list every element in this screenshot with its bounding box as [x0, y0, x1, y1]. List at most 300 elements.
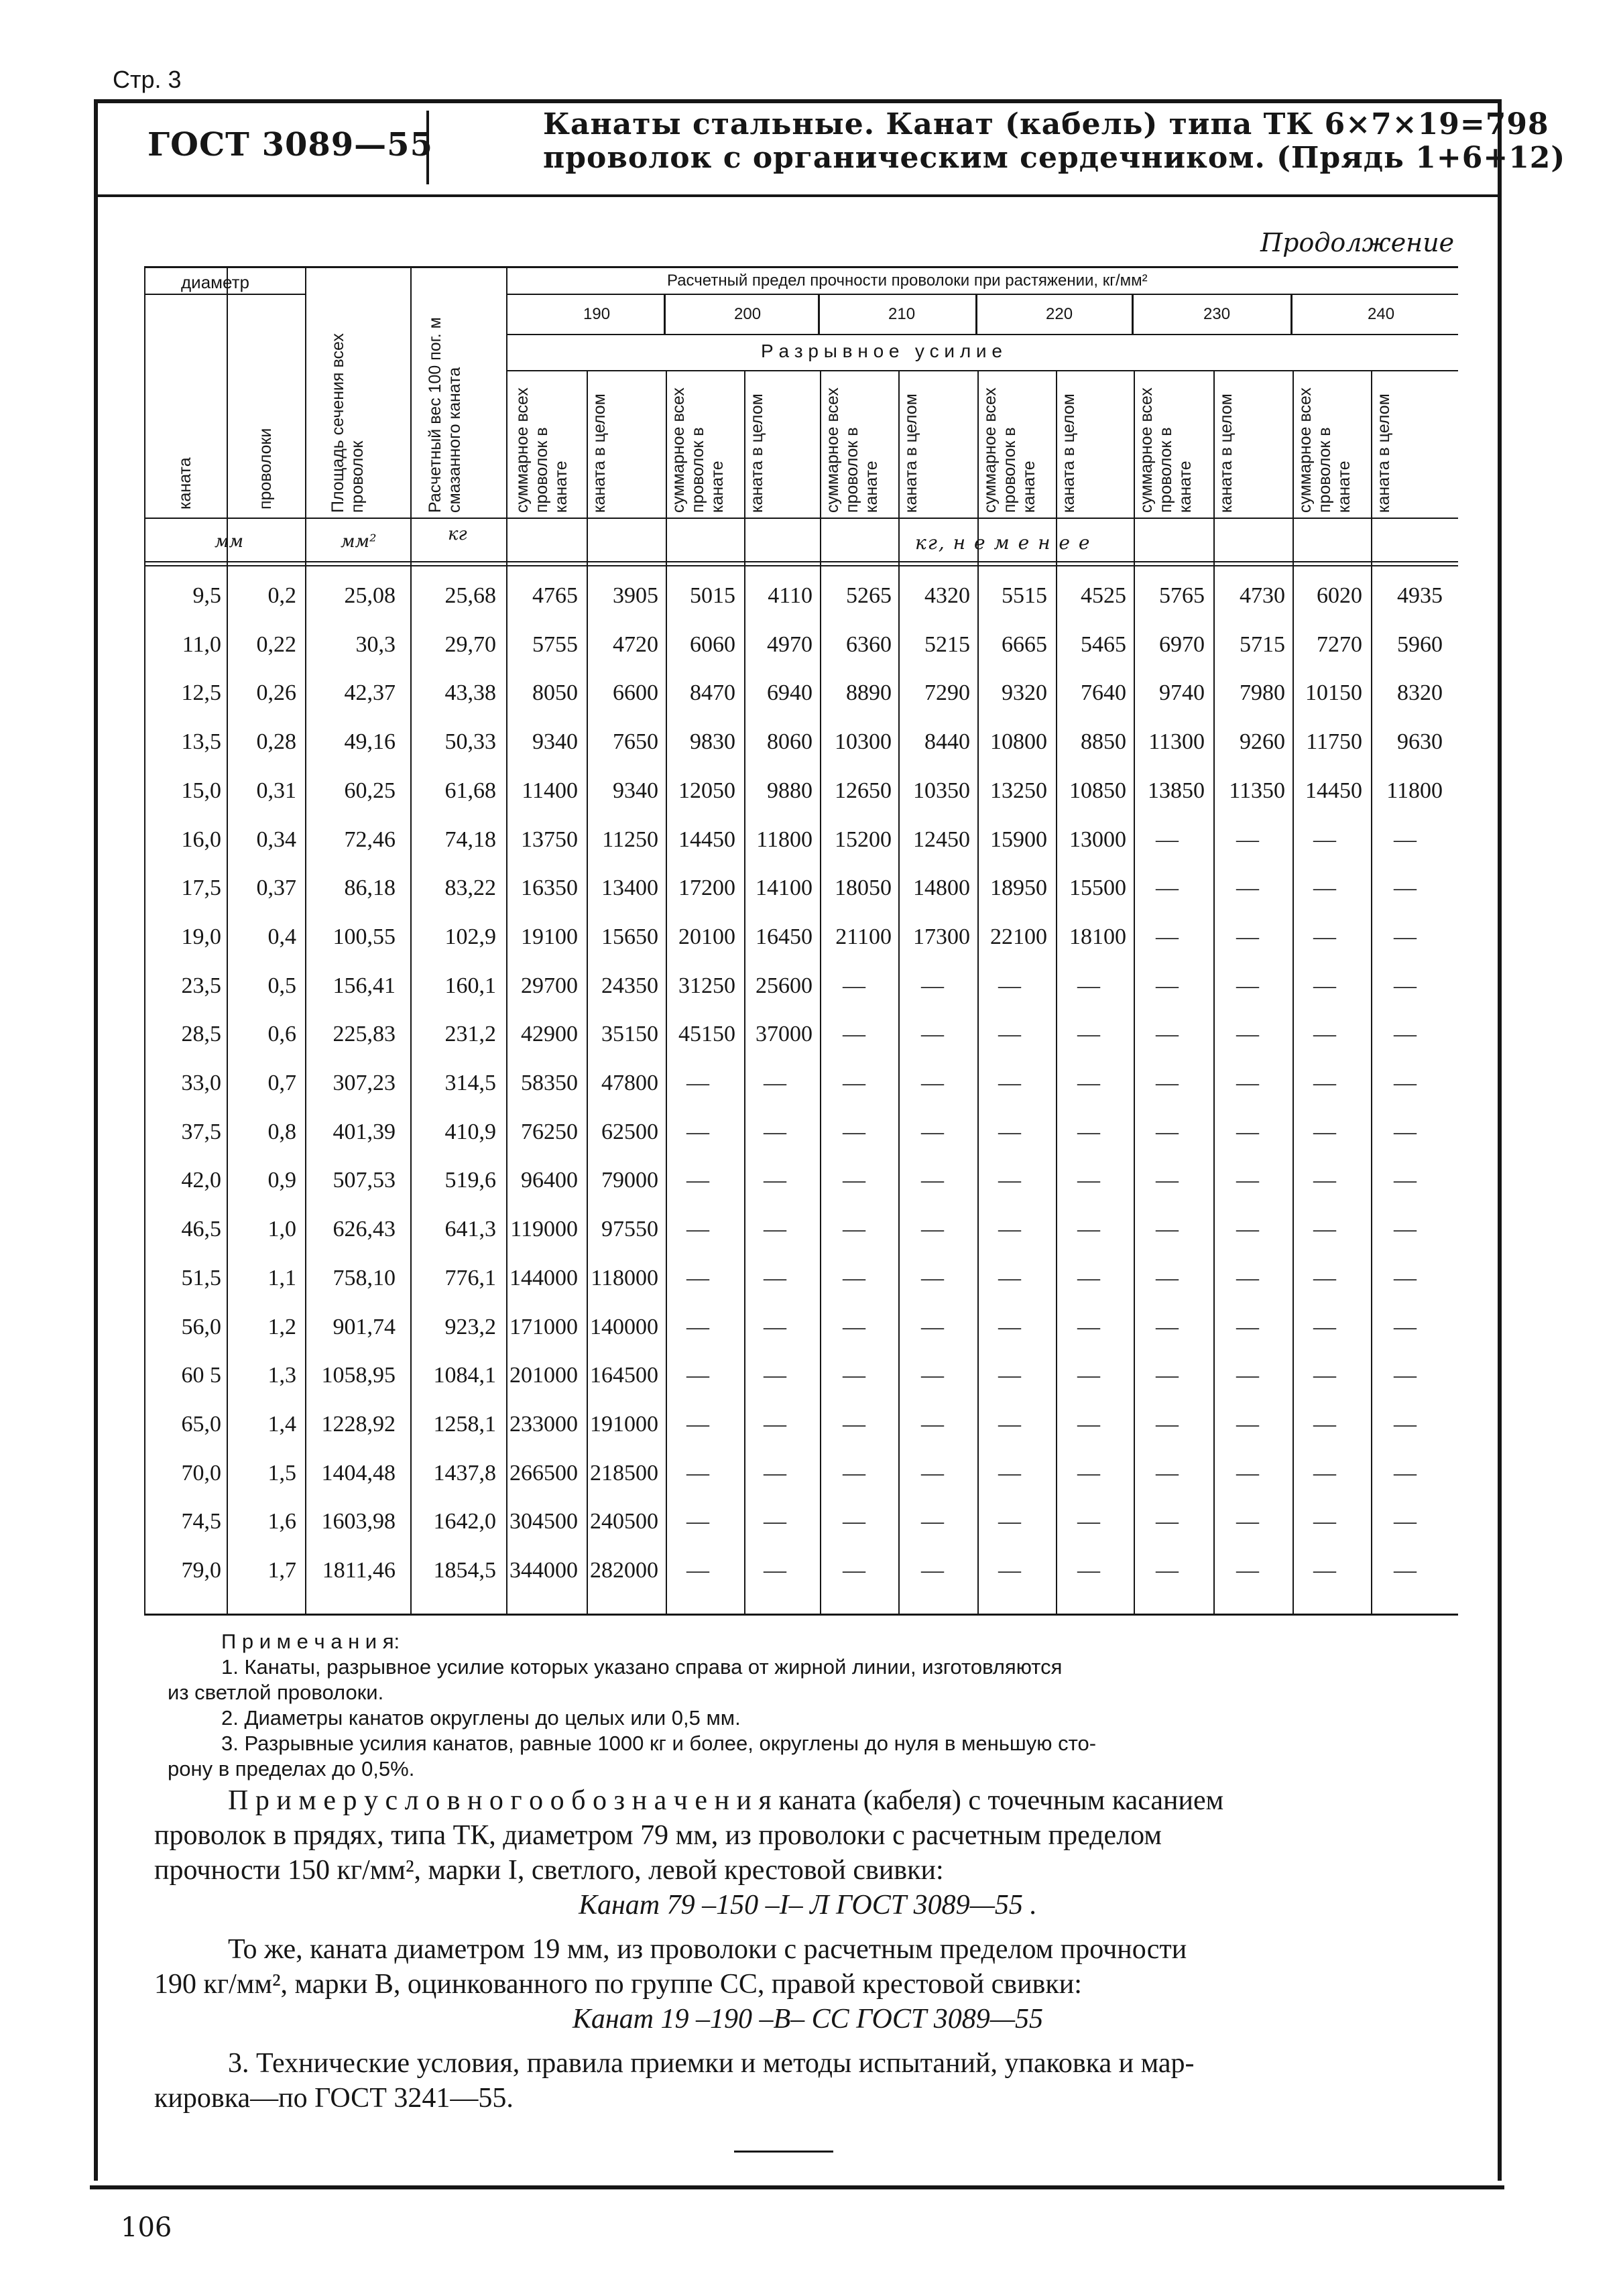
table-cell: — — [1156, 1022, 1179, 1047]
table-cell: — — [1394, 1022, 1417, 1047]
sub-header-total: суммарное всех проволок в канате — [513, 387, 570, 513]
table-cell: 1228,92 — [321, 1411, 396, 1437]
table-cell: 42,37 — [344, 680, 396, 706]
table-cell: 3905 — [613, 583, 658, 608]
example-intro-3: прочности 150 кг/мм², марки I, светлого, левой крестовой свивки: — [154, 1855, 944, 1886]
hdr-v-5 — [664, 295, 666, 335]
table-cell: 9630 — [1397, 729, 1443, 755]
table-cell: — — [1313, 1460, 1336, 1486]
table-cell: 79000 — [601, 1168, 658, 1193]
sub-header-total: суммарное всех проволок в канате — [823, 387, 881, 513]
col-rope-header: каната — [176, 457, 194, 509]
table-cell: 17,5 — [181, 875, 221, 901]
table-cell: 60,25 — [344, 778, 396, 803]
column-rule — [305, 268, 306, 1614]
table-cell: 12450 — [913, 827, 970, 852]
sub-header-whole: каната в целом — [1059, 394, 1078, 513]
page-bottom-rule — [90, 2185, 1504, 2189]
table-cell: 5015 — [690, 583, 735, 608]
table-cell: 10350 — [913, 778, 970, 803]
sub-header-whole: каната в целом — [1374, 394, 1393, 513]
table-cell: 401,39 — [333, 1119, 396, 1144]
table-cell: — — [1156, 1363, 1179, 1388]
table-cell: — — [1394, 1509, 1417, 1534]
table-cell: — — [1156, 1411, 1179, 1437]
section-3-line-1: 3. Технические условия, правила приемки и методы испытаний, упаковка и мар- — [228, 2048, 1195, 2079]
table-cell: 28,5 — [181, 1022, 221, 1047]
table-cell: 46,5 — [181, 1217, 221, 1242]
table-cell: 519,6 — [444, 1168, 496, 1193]
table-cell: 4935 — [1397, 583, 1443, 608]
table-cell: — — [1236, 973, 1259, 998]
table-cell: 15200 — [835, 827, 892, 852]
strength-header: Расчетный предел прочности проволоки при растяжении, кг/мм² — [667, 271, 1148, 290]
table-cell: — — [764, 1168, 786, 1193]
table-cell: 5515 — [1002, 583, 1047, 608]
table-cell: 218500 — [590, 1460, 658, 1486]
table-cell: 1084,1 — [433, 1363, 496, 1388]
table-cell: — — [686, 1411, 709, 1437]
table-cell: 0,8 — [267, 1119, 296, 1144]
table-cell: — — [1236, 1460, 1259, 1486]
table-cell: 37,5 — [181, 1119, 221, 1144]
table-top-rule — [144, 266, 1458, 268]
table-cell: 79,0 — [181, 1558, 221, 1583]
table-cell: 58350 — [521, 1071, 578, 1095]
table-cell: 201000 — [509, 1363, 578, 1388]
table-cell: 10800 — [990, 729, 1047, 755]
breaking-force-rule — [506, 370, 1458, 371]
table-cell: 1,5 — [267, 1460, 296, 1486]
table-cell: — — [764, 1363, 786, 1388]
table-cell: 6360 — [846, 631, 892, 657]
table-cell: 11250 — [602, 827, 658, 852]
table-cell: — — [1313, 875, 1336, 901]
page-number: 106 — [121, 2212, 172, 2243]
table-cell: 1811,46 — [322, 1558, 396, 1583]
table-cell: — — [686, 1071, 709, 1095]
table-cell: — — [1394, 1558, 1417, 1583]
table-cell: 100,55 — [333, 924, 396, 949]
table-cell: 24350 — [601, 973, 658, 998]
table-cell: 13400 — [601, 875, 658, 901]
table-cell: 5960 — [1397, 631, 1443, 657]
table-cell: 0,6 — [267, 1022, 296, 1047]
table-cell: 15650 — [601, 924, 658, 949]
table-cell: — — [921, 1168, 944, 1193]
units-rule-2 — [144, 565, 1458, 566]
strength-rule — [506, 294, 1458, 295]
table-cell: 758,10 — [333, 1265, 396, 1290]
table-cell: 50,33 — [444, 729, 496, 755]
table-cell: — — [1077, 1265, 1100, 1290]
table-cell: 25,08 — [344, 583, 396, 608]
note-3-cont: рону в пределах до 0,5%. — [168, 1757, 415, 1780]
table-cell: 15500 — [1069, 875, 1126, 901]
note-1: 1. Канаты, разрывное усилие которых указано справа от жирной линии, изготовляются — [221, 1655, 1063, 1679]
table-cell: 8320 — [1397, 680, 1443, 706]
table-cell: — — [686, 1558, 709, 1583]
table-cell: — — [1156, 1558, 1179, 1583]
table-cell: 25600 — [756, 973, 813, 998]
table-cell: — — [1313, 1558, 1336, 1583]
sub-header-total: суммарное всех проволок в канате — [1296, 387, 1354, 513]
table-cell: — — [764, 1265, 786, 1290]
table-cell: — — [1394, 1411, 1417, 1437]
table-cell: 11800 — [756, 827, 813, 852]
footer-rule — [734, 2151, 833, 2153]
table-cell: — — [843, 973, 865, 998]
table-cell: 10850 — [1069, 778, 1126, 803]
table-cell: 282000 — [590, 1558, 658, 1583]
table-cell: 0,5 — [267, 973, 296, 998]
sub-header-whole: каната в целом — [1217, 394, 1236, 513]
table-cell: 29700 — [521, 973, 578, 998]
table-cell: — — [921, 1071, 944, 1095]
table-cell: 1,2 — [267, 1314, 296, 1339]
sub-header-total: суммарное всех проволок в канате — [1137, 387, 1195, 513]
note-3: 3. Разрывные усилия канатов, равные 1000 кг и более, округлены до нуля в меньшую сто- — [221, 1732, 1097, 1755]
table-cell: 4970 — [767, 631, 813, 657]
table-cell: 37000 — [756, 1022, 813, 1047]
table-cell: 6940 — [767, 680, 813, 706]
table-cell: 47800 — [601, 1071, 658, 1095]
table-cell: 6060 — [690, 631, 735, 657]
table-cell: — — [1236, 1022, 1259, 1047]
table-cell: — — [1236, 1168, 1259, 1193]
table-cell: — — [843, 1460, 865, 1486]
table-cell: 14450 — [678, 827, 735, 852]
table-cell: — — [921, 1363, 944, 1388]
table-cell: — — [998, 1265, 1021, 1290]
table-cell: 11800 — [1386, 778, 1443, 803]
table-cell: 15900 — [990, 827, 1047, 852]
table-cell: — — [921, 1558, 944, 1583]
table-cell: — — [1394, 1119, 1417, 1144]
strength-240: 240 — [1368, 305, 1395, 323]
table-cell: — — [1156, 973, 1179, 998]
table-cell: — — [1156, 1314, 1179, 1339]
table-cell: 6665 — [1002, 631, 1047, 657]
table-cell: — — [1313, 1168, 1336, 1193]
table-cell: 74,5 — [181, 1509, 221, 1534]
note-2: 2. Диаметры канатов округлены до целых или 0,5 мм. — [221, 1706, 741, 1730]
table-cell: 8440 — [924, 729, 970, 755]
table-cell: — — [1313, 1363, 1336, 1388]
table-cell: 4765 — [532, 583, 578, 608]
table-cell: 11750 — [1306, 729, 1362, 755]
header-rule — [144, 518, 1458, 519]
table-cell: 1,1 — [267, 1265, 296, 1290]
table-cell: — — [998, 1460, 1021, 1486]
table-cell: 83,22 — [444, 875, 496, 901]
table-cell: — — [1313, 827, 1336, 852]
table-cell: — — [1156, 1119, 1179, 1144]
table-cell: 13850 — [1148, 778, 1205, 803]
table-cell: — — [1156, 875, 1179, 901]
table-cell: 225,83 — [333, 1022, 396, 1047]
table-cell: — — [998, 1022, 1021, 1047]
table-cell: 304500 — [509, 1509, 578, 1534]
table-cell: 97550 — [601, 1217, 658, 1242]
table-cell: 74,18 — [444, 827, 496, 852]
table-cell: — — [1077, 1314, 1100, 1339]
table-cell: — — [998, 1363, 1021, 1388]
table-cell: — — [1313, 1022, 1336, 1047]
table-cell: — — [1236, 924, 1259, 949]
unit-mm2: мм² — [341, 532, 377, 552]
table-cell: 13750 — [521, 827, 578, 852]
table-cell: — — [843, 1217, 865, 1242]
col-weight-header: Расчетный вес 100 пог. м смазанного каната — [426, 317, 464, 513]
unit-kg: кг — [448, 524, 467, 544]
table-cell: — — [1077, 1411, 1100, 1437]
table-cell: — — [1236, 1265, 1259, 1290]
table-cell: 1854,5 — [433, 1558, 496, 1583]
table-cell: 776,1 — [444, 1265, 496, 1290]
table-cell: 0,31 — [256, 778, 296, 803]
table-cell: 12650 — [835, 778, 892, 803]
table-cell: 76250 — [521, 1119, 578, 1144]
table-cell: — — [998, 1558, 1021, 1583]
table-cell: 0,7 — [267, 1071, 296, 1095]
table-cell: 14450 — [1305, 778, 1362, 803]
table-cell: 344000 — [509, 1558, 578, 1583]
table-cell: 5265 — [846, 583, 892, 608]
table-cell: 45150 — [678, 1022, 735, 1047]
table-cell: 33,0 — [181, 1071, 221, 1095]
table-cell: 160,1 — [444, 973, 496, 998]
table-cell: 11300 — [1148, 729, 1205, 755]
table-cell: 7980 — [1240, 680, 1285, 706]
table-cell: — — [1313, 1411, 1336, 1437]
table-cell: — — [843, 1314, 865, 1339]
table-cell: 56,0 — [181, 1314, 221, 1339]
table-cell: 5765 — [1159, 583, 1205, 608]
table-cell: — — [1394, 924, 1417, 949]
table-cell: 1404,48 — [321, 1460, 396, 1486]
gost-code: ГОСТ 3089—55 — [147, 126, 433, 164]
table-cell: 35150 — [601, 1022, 658, 1047]
table-cell: 1642,0 — [433, 1509, 496, 1534]
table-cell: 86,18 — [344, 875, 396, 901]
table-cell: — — [1394, 1363, 1417, 1388]
table-cell: 6600 — [613, 680, 658, 706]
table-cell: 144000 — [509, 1265, 578, 1290]
table-cell: 8060 — [767, 729, 813, 755]
title-line-2: проволок с органическим сердечником. (Прядь 1+6+12) — [543, 141, 1566, 175]
example-2-line-1: То же, каната диаметром 19 мм, из проволоки с расчетным пределом прочности — [228, 1934, 1187, 1965]
example-designation-2: Канат 19 –190 –В– СС ГОСТ 3089—55 — [572, 2004, 1044, 2035]
table-cell: 19,0 — [181, 924, 221, 949]
table-cell: — — [843, 1022, 865, 1047]
table-cell: — — [843, 1558, 865, 1583]
table-cell: 0,26 — [256, 680, 296, 706]
table-cell: — — [1394, 1460, 1417, 1486]
table-cell: 9830 — [690, 729, 735, 755]
sub-header-whole: каната в целом — [902, 394, 920, 513]
table-cell: 1,0 — [267, 1217, 296, 1242]
table-cell: 25,68 — [444, 583, 496, 608]
table-cell: — — [1394, 1217, 1417, 1242]
table-cell: 70,0 — [181, 1460, 221, 1486]
table-cell: 233000 — [509, 1411, 578, 1437]
table-cell: 6020 — [1317, 583, 1362, 608]
table-cell: — — [686, 1217, 709, 1242]
table-cell: 7270 — [1317, 631, 1362, 657]
table-cell: — — [1077, 1363, 1100, 1388]
section-3-line-2: кировка—по ГОСТ 3241—55. — [154, 2083, 514, 2114]
table-cell: 65,0 — [181, 1411, 221, 1437]
table-cell: 641,3 — [444, 1217, 496, 1242]
strength-190: 190 — [583, 305, 611, 323]
table-cell: — — [1236, 875, 1259, 901]
table-cell: 5755 — [532, 631, 578, 657]
table-cell: — — [843, 1119, 865, 1144]
table-cell: 18950 — [990, 875, 1047, 901]
table-cell: 30,3 — [355, 631, 396, 657]
table-cell: 0,28 — [256, 729, 296, 755]
table-cell: 1,4 — [267, 1411, 296, 1437]
column-rule — [410, 268, 412, 1614]
table-cell: 10300 — [835, 729, 892, 755]
sub-header-total: суммарное всех проволок в канате — [669, 387, 727, 513]
table-cell: 42,0 — [181, 1168, 221, 1193]
col-area-header: Площадь сечения всех проволок — [328, 333, 367, 513]
table-cell: 140000 — [590, 1314, 658, 1339]
table-cell: — — [686, 1119, 709, 1144]
table-cell: — — [1394, 1168, 1417, 1193]
notes-heading: П р и м е ч а н и я: — [221, 1630, 400, 1653]
table-cell: — — [921, 1217, 944, 1242]
table-cell: — — [1313, 924, 1336, 949]
example-intro-1: П р и м е р у с л о в н о г о о б о з н а ч е н и я каната (кабеля) с точечным касанием — [228, 1785, 1224, 1816]
table-cell: 119000 — [510, 1217, 578, 1242]
table-cell: — — [843, 1509, 865, 1534]
table-cell: 13250 — [990, 778, 1047, 803]
table-cell: — — [1156, 827, 1179, 852]
table-cell: — — [843, 1265, 865, 1290]
table-cell: 13000 — [1069, 827, 1126, 852]
table-cell: — — [1394, 973, 1417, 998]
units-rule-1 — [144, 561, 1458, 562]
table-cell: 1,6 — [267, 1509, 296, 1534]
table-cell: 4525 — [1081, 583, 1126, 608]
col-wire-header: проволоки — [256, 428, 275, 509]
table-bottom-rule — [144, 1614, 1458, 1616]
table-cell: — — [1394, 1071, 1417, 1095]
sub-header-total: суммарное всех проволок в канате — [981, 387, 1038, 513]
table-cell: — — [1077, 1168, 1100, 1193]
table-cell: 18100 — [1069, 924, 1126, 949]
table-cell: — — [764, 1119, 786, 1144]
table-cell: 42900 — [521, 1022, 578, 1047]
table-cell: 61,68 — [444, 778, 496, 803]
table-cell: — — [764, 1558, 786, 1583]
table-cell: — — [1236, 1509, 1259, 1534]
hdr-v-9 — [1290, 295, 1293, 335]
table-cell: — — [1077, 973, 1100, 998]
table-cell: — — [1394, 1314, 1417, 1339]
table-cell: 8470 — [690, 680, 735, 706]
table-cell: — — [1236, 1558, 1259, 1583]
table-cell: — — [764, 1217, 786, 1242]
table-cell: — — [998, 1168, 1021, 1193]
table-cell: 5465 — [1081, 631, 1126, 657]
table-cell: 0,4 — [267, 924, 296, 949]
table-cell: 18050 — [835, 875, 892, 901]
table-cell: 314,5 — [444, 1071, 496, 1095]
table-cell: 4110 — [768, 583, 813, 608]
table-cell: — — [1156, 1168, 1179, 1193]
table-cell: — — [1156, 1217, 1179, 1242]
table-cell: 0,34 — [256, 827, 296, 852]
table-cell: 9340 — [613, 778, 658, 803]
header-bottom-rule — [94, 194, 1502, 197]
table-cell: 51,5 — [181, 1265, 221, 1290]
table-cell: — — [1236, 1363, 1259, 1388]
table-cell: 5715 — [1240, 631, 1285, 657]
table-cell: — — [998, 1071, 1021, 1095]
table-cell: 8850 — [1081, 729, 1126, 755]
table-cell: — — [1077, 1217, 1100, 1242]
table-cell: 9320 — [1002, 680, 1047, 706]
table-cell: 49,16 — [344, 729, 396, 755]
hdr-v-6 — [818, 295, 820, 335]
table-cell: 231,2 — [444, 1022, 496, 1047]
table-cell: 17300 — [913, 924, 970, 949]
table-cell: — — [686, 1314, 709, 1339]
table-cell: — — [1394, 875, 1417, 901]
table-cell: 16450 — [756, 924, 813, 949]
table-cell: 901,74 — [333, 1314, 396, 1339]
table-cell: 13,5 — [181, 729, 221, 755]
table-cell: — — [686, 1168, 709, 1193]
table-cell: 16350 — [521, 875, 578, 901]
table-cell: 11400 — [522, 778, 578, 803]
table-cell: — — [1394, 827, 1417, 852]
table-cell: — — [998, 1217, 1021, 1242]
table-cell: — — [1313, 1509, 1336, 1534]
table-cell: 191000 — [590, 1411, 658, 1437]
table-cell: 0,2 — [267, 583, 296, 608]
table-cell: 102,9 — [444, 924, 496, 949]
table-cell: 9740 — [1159, 680, 1205, 706]
table-cell: 96400 — [521, 1168, 578, 1193]
table-cell: 0,37 — [256, 875, 296, 901]
table-cell: — — [1077, 1071, 1100, 1095]
table-cell: 9340 — [532, 729, 578, 755]
notes — [168, 1629, 1461, 1782]
table-cell: — — [843, 1411, 865, 1437]
table-cell: — — [921, 1411, 944, 1437]
table-cell: 507,53 — [333, 1168, 396, 1193]
table-cell: — — [998, 1411, 1021, 1437]
table-cell: — — [1077, 1022, 1100, 1047]
table-cell: — — [1313, 1071, 1336, 1095]
page-label: Стр. 3 — [113, 66, 182, 93]
table-cell: 12050 — [678, 778, 735, 803]
example-designation-1: Канат 79 –150 –I– Л ГОСТ 3089—55 . — [579, 1890, 1037, 1921]
example-2-line-2: 190 кг/мм², марки В, оцинкованного по группе СС, правой крестовой свивки: — [154, 1969, 1082, 2000]
table-cell: — — [921, 1314, 944, 1339]
breaking-force-header: Р а з р ы в н о е у с и л и е — [761, 341, 1002, 361]
table-cell: — — [1313, 1314, 1336, 1339]
table-cell: 14800 — [913, 875, 970, 901]
table-cell: — — [998, 1119, 1021, 1144]
table-cell: 4720 — [613, 631, 658, 657]
table-cell: 60 5 — [181, 1363, 221, 1388]
